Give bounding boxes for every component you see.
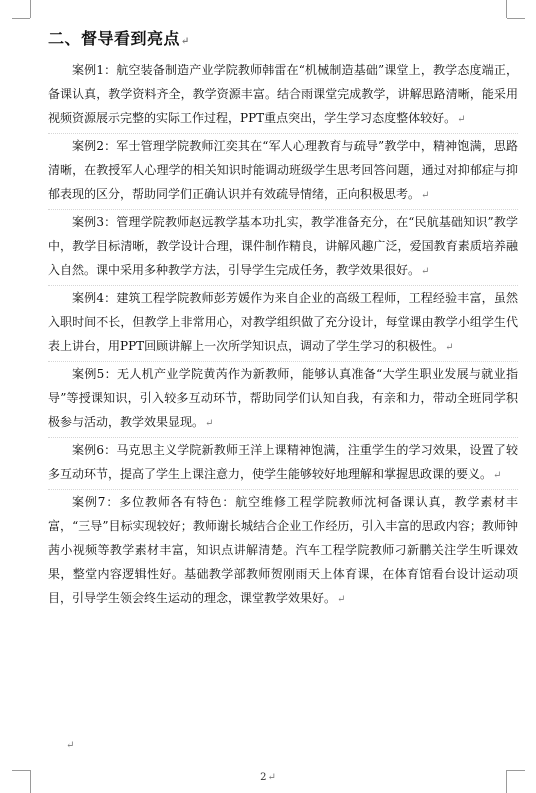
paragraph-mark-icon: ↵: [457, 114, 466, 125]
section-heading: 二、督导看到亮点↵: [48, 29, 190, 48]
paragraph-mark-icon: ↵: [421, 266, 430, 277]
crop-mark-top-right-h: [507, 18, 525, 19]
case-paragraph: 案例5：无人机产业学院黄芮作为新教师，能够认真准备“大学生职业发展与就业指导”等授课知识，引入较多互动环节，帮助同学们认知自我，有亲和力，带动全班同学积极参与活动，教学效果显现。↵: [48, 361, 518, 437]
case-paragraph: 案例3：管理学院教师赵远教学基本功扎实，教学准备充分，在“民航基础知识”教学中，教学目标清晰，教学设计合理，课件制作精良，讲解风趣广泛，爱国教育素质培养融入自然。课中采用多种教学方法，引导学生完成任务，教学效果很好。↵: [48, 209, 518, 285]
empty-paragraph-mark-icon: ↵: [66, 740, 75, 751]
case-paragraph: 案例6：马克思主义学院新教师王洋上课精神饱满，注重学生的学习效果，设置了较多互动环节，提高了学生上课注意力，使学生能够较好地理解和掌握思政课的要义。↵: [48, 437, 518, 489]
paragraph-mark-icon: ↵: [445, 342, 454, 353]
crop-mark-bottom-right-h: [507, 770, 525, 771]
case-paragraph: 案例7：多位教师各有特色：航空维修工程学院教师沈柯备课认真，教学素材丰富，“三导”目标实现较好；教师谢长城结合企业工作经历，引入丰富的思政内容；教师钟茜小视频等教学素材丰富，知识点讲解清楚。汽车工程学院教师刁新鹏关注学生听课效果，整堂内容逻辑性好。基础教学部教师贺刚雨天上体育课，在体育馆看台设计运动项目，引导学生领会终生运动的理念，课堂教学效果好。↵: [48, 489, 518, 613]
crop-mark-top-left-h: [12, 18, 30, 19]
crop-mark-top-right: [506, 0, 507, 18]
paragraph-mark-icon: ↵: [337, 594, 346, 605]
document-body: [48, 58, 518, 613]
paragraph-mark-icon: ↵: [267, 772, 276, 783]
crop-mark-top-left: [30, 0, 31, 18]
case-paragraph: 案例2：军士管理学院教师江奕其在“军人心理教育与疏导”教学中，精神饱满，思路清晰，在教授军人心理学的相关知识时能调动班级学生思考回答问题，通过对抑郁症与抑郁表现的区分，帮助同学们正确认识并有效疏导情绪，正向积极思考。↵: [48, 133, 518, 209]
case-paragraph: 案例1：航空装备制造产业学院教师韩雷在“机械制造基础”课堂上，教学态度端正，备课认真，教学资料齐全，教学资源丰富。结合雨课堂完成教学，讲解思路清晰，能采用视频资源展示完整的实际工作过程，PPT重点突出，学生学习态度整体较好。↵: [48, 63, 518, 125]
case-paragraph: 案例4：建筑工程学院教师彭芳媛作为来自企业的高级工程师，工程经验丰富，虽然入职时间不长，但教学上非常用心，对教学组织做了充分设计，每堂课由教学小组学生代表上讲台，用PPT回顾讲解上一次所学知识点，调动了学生学习的积极性。↵: [48, 285, 518, 361]
paragraph-mark-icon: ↵: [493, 470, 502, 481]
paragraph-mark-icon: ↵: [421, 190, 430, 201]
crop-mark-bottom-left-h: [12, 770, 30, 771]
page-number: 2↵: [260, 772, 276, 783]
paragraph-mark-icon: ↵: [181, 36, 190, 47]
paragraph-mark-icon: ↵: [205, 418, 214, 429]
